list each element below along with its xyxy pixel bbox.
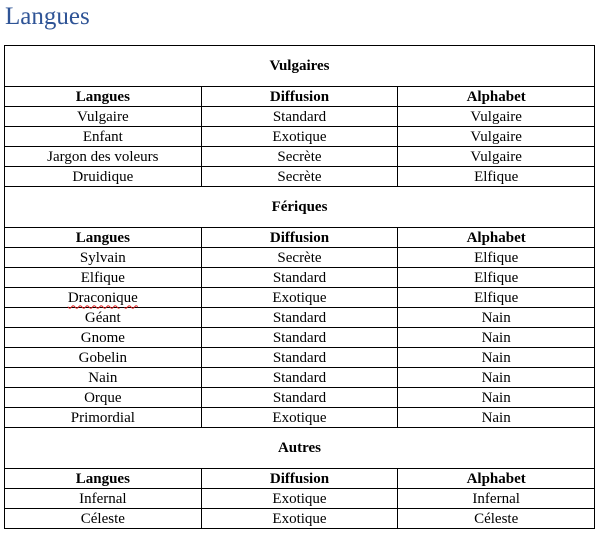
cell-alphabet: Nain (398, 408, 595, 428)
cell-diffusion: Standard (201, 308, 398, 328)
column-header-langues: Langues (5, 87, 202, 107)
cell-diffusion: Exotique (201, 509, 398, 529)
cell-langue: Primordial (5, 408, 202, 428)
section-title-row (5, 428, 595, 469)
table-row (5, 288, 595, 308)
cell-diffusion: Standard (201, 388, 398, 408)
table-row (5, 328, 595, 348)
section-title: Vulgaires (5, 46, 595, 87)
cell-langue: Infernal (5, 489, 202, 509)
section-title: Fériques (5, 187, 595, 228)
cell-diffusion: Exotique (201, 489, 398, 509)
table-row (5, 368, 595, 388)
column-header-row (5, 228, 595, 248)
table-row (5, 348, 595, 368)
column-header-row (5, 87, 595, 107)
cell-langue (5, 288, 202, 308)
cell-langue: Céleste (5, 509, 202, 529)
column-header-langues: Langues (5, 228, 202, 248)
cell-langue: Orque (5, 388, 202, 408)
cell-alphabet: Nain (398, 328, 595, 348)
cell-alphabet: Elfique (398, 248, 595, 268)
cell-alphabet: Vulgaire (398, 147, 595, 167)
cell-alphabet: Nain (398, 348, 595, 368)
cell-diffusion: Standard (201, 268, 398, 288)
table-row (5, 509, 595, 529)
cell-diffusion: Secrète (201, 248, 398, 268)
page-title: Langues (5, 3, 90, 30)
cell-langue: Druidique (5, 167, 202, 187)
cell-langue: Vulgaire (5, 107, 202, 127)
cell-langue: Gobelin (5, 348, 202, 368)
column-header-langues: Langues (5, 469, 202, 489)
column-header-alphabet: Alphabet (398, 469, 595, 489)
section-title-row (5, 46, 595, 87)
cell-diffusion: Standard (201, 107, 398, 127)
misspelled-word: Draconique (67, 289, 138, 306)
table-row (5, 107, 595, 127)
table-row (5, 308, 595, 328)
column-header-alphabet: Alphabet (398, 87, 595, 107)
cell-alphabet: Nain (398, 308, 595, 328)
cell-langue: Géant (5, 308, 202, 328)
cell-alphabet: Vulgaire (398, 127, 595, 147)
cell-diffusion: Standard (201, 368, 398, 388)
cell-diffusion: Secrète (201, 147, 398, 167)
section-title-row (5, 187, 595, 228)
table-row (5, 147, 595, 167)
section-title: Autres (5, 428, 595, 469)
cell-langue: Gnome (5, 328, 202, 348)
cell-diffusion: Exotique (201, 288, 398, 308)
cell-diffusion: Standard (201, 348, 398, 368)
table-row (5, 408, 595, 428)
languages-table-body (5, 46, 595, 529)
column-header-alphabet: Alphabet (398, 228, 595, 248)
cell-langue: Jargon des voleurs (5, 147, 202, 167)
cell-langue: Sylvain (5, 248, 202, 268)
table-row (5, 248, 595, 268)
column-header-diffusion: Diffusion (201, 87, 398, 107)
column-header-diffusion: Diffusion (201, 469, 398, 489)
cell-alphabet: Infernal (398, 489, 595, 509)
table-row (5, 127, 595, 147)
table-row (5, 268, 595, 288)
column-header-diffusion: Diffusion (201, 228, 398, 248)
cell-diffusion: Standard (201, 328, 398, 348)
cell-alphabet: Elfique (398, 167, 595, 187)
column-header-row (5, 469, 595, 489)
table-row (5, 167, 595, 187)
table-row (5, 489, 595, 509)
cell-langue: Enfant (5, 127, 202, 147)
cell-alphabet: Elfique (398, 288, 595, 308)
cell-diffusion: Exotique (201, 127, 398, 147)
cell-langue: Nain (5, 368, 202, 388)
cell-alphabet: Nain (398, 368, 595, 388)
cell-diffusion: Exotique (201, 408, 398, 428)
cell-alphabet: Nain (398, 388, 595, 408)
cell-alphabet: Céleste (398, 509, 595, 529)
cell-langue: Elfique (5, 268, 202, 288)
cell-alphabet: Elfique (398, 268, 595, 288)
cell-alphabet: Vulgaire (398, 107, 595, 127)
languages-table (4, 45, 595, 529)
table-row (5, 388, 595, 408)
cell-diffusion: Secrète (201, 167, 398, 187)
